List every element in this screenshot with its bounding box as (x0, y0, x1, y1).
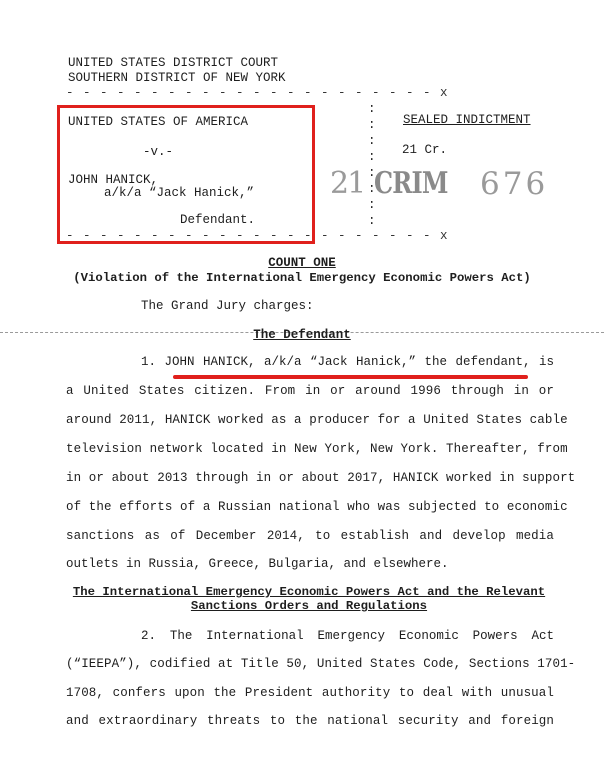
caption-colon: : (368, 182, 376, 196)
defendant-aka: a/k/a “Jack Hanick,” (104, 186, 255, 200)
court-name-line1: UNITED STATES DISTRICT COURT (68, 56, 279, 70)
paragraph-line: 1708, confers upon the President authority to deal with unusual (66, 686, 554, 700)
plaintiff-name: UNITED STATES OF AMERICA (68, 115, 249, 129)
paragraph-line: (“IEEPA”), codified at Title 50, United States Code, Sections 1701- (66, 657, 576, 671)
section-heading-defendant: The Defendant (253, 328, 351, 342)
document-type: SEALED INDICTMENT (403, 113, 531, 127)
defendant-label: Defendant. (180, 213, 256, 227)
caption-top-rule: - - - - - - - - - - - - - - - - - - - - - - x (66, 86, 449, 100)
paragraph-line: television network located in New York, New York. Thereafter, from (66, 442, 568, 456)
count-title: COUNT ONE (268, 256, 336, 270)
highlight-underline (173, 375, 528, 379)
caption-colon: : (368, 166, 376, 180)
defendant-name: JOHN HANICK, (68, 173, 159, 187)
stamp-number-year: 21 (330, 166, 365, 201)
highlight-box (57, 105, 315, 244)
grand-jury-charges: The Grand Jury charges: (141, 299, 314, 313)
caption-colon: : (368, 134, 376, 148)
paragraph-line: 2. The International Emergency Economic Powers Act (141, 629, 554, 643)
paragraph-line: 1. JOHN HANICK, a/k/a “Jack Hanick,” the defendant, is (141, 355, 554, 369)
paragraph-line: around 2011, HANICK worked as a producer for a United States cable (66, 413, 568, 427)
caption-colon: : (368, 198, 376, 212)
caption-colon: : (368, 102, 376, 116)
section-heading-ieepa-line2: Sanctions Orders and Regulations (190, 599, 428, 613)
court-name-line2: SOUTHERN DISTRICT OF NEW YORK (68, 71, 286, 85)
count-subtitle: (Violation of the International Emergency Economic Powers Act) (73, 271, 531, 285)
stamp-crim: CRIM (374, 166, 448, 201)
versus-label: -v.- (143, 145, 174, 159)
paragraph-line: in or about 2013 through in or about 2017, HANICK worked in support (66, 471, 576, 485)
case-number-label: 21 Cr. (402, 143, 448, 157)
case-number-stamp (330, 166, 560, 208)
section-heading-ieepa-line1: The International Emergency Economic Powers Act and the Relevant (72, 585, 546, 599)
caption-bottom-rule: - - - - - - - - - - - - - - - - - - - - - - x (66, 229, 449, 243)
paragraph-line: sanctions as of December 2014, to establish and develop media (66, 529, 554, 543)
stamp-number-case: 676 (480, 166, 549, 202)
paragraph-line: of the efforts of a Russian national who was subjected to economic (66, 500, 568, 514)
caption-colon: : (368, 150, 376, 164)
paragraph-line: outlets in Russia, Greece, Bulgaria, and elsewhere. (66, 557, 449, 571)
paragraph-line: a United States citizen. From in or around 1996 through in or (66, 384, 554, 398)
paragraph-line: and extraordinary threats to the national security and foreign (66, 714, 554, 728)
caption-colon: : (368, 118, 376, 132)
caption-colon: : (368, 214, 376, 228)
